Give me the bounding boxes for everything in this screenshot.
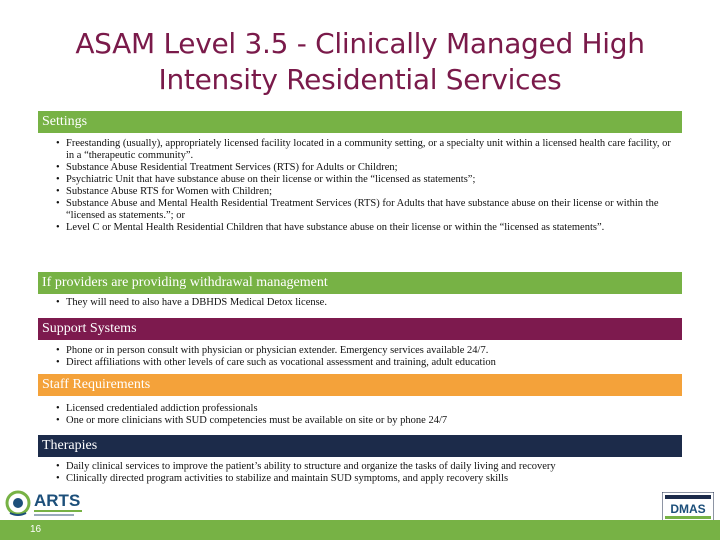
page-number: 16 [30,524,42,535]
support-systems-content [54,345,674,370]
withdrawal-content [54,297,674,313]
list-item: • Substance Abuse Residential Treatment Services (RTS) for Adults or Children; [54,162,674,174]
therapies-content [54,461,674,488]
title-line-1: ASAM Level 3.5 - Clinically Managed High [75,27,645,60]
arts-logo [4,486,154,520]
list-item: • Direct affiliations with other levels of care such as vocational assessment and training, adult education [54,357,674,369]
therapies-header: Therapies [38,435,682,457]
dmas-logo-text: DMAS [670,502,706,516]
staff-requirements-content [54,403,674,430]
list-item: • Psychiatric Unit that have substance abuse on their license or within the “licensed as statements”; [54,174,674,186]
list-item: • Freestanding (usually), appropriately licensed facility located in a community setting, or a specialty unit within a licensed health care facility, or in a “therapeutic community”. [54,138,674,162]
list-item: • They will need to also have a DBHDS Medical Detox license. [54,297,674,309]
withdrawal-header: If providers are providing withdrawal management [38,272,682,294]
list-item: • Clinically directed program activities to stabilize and maintain SUD symptoms, and apply recovery skills [54,473,674,485]
settings-header: Settings [38,111,682,133]
list-item: • Substance Abuse RTS for Women with Children; [54,186,674,198]
staff-requirements-header: Staff Requirements [38,374,682,396]
settings-content [54,138,674,266]
list-item: • Substance Abuse and Mental Health Residential Treatment Services (RTS) for Adults that have substance abuse on their license or within the “licensed as statements.”; or [54,198,674,222]
list-item: • One or more clinicians with SUD competencies must be available on site or by phone 24/7 [54,415,674,427]
list-item: • Phone or in person consult with physician or physician extender. Emergency services available 24/7. [54,345,674,357]
dmas-logo-icon [662,492,714,522]
title-line-2: Intensity Residential Services [158,63,562,96]
list-item: • Daily clinical services to improve the patient’s ability to structure and organize the tasks of daily living and recovery [54,461,674,473]
footer-bar [0,520,720,540]
support-systems-header: Support Systems [38,318,682,340]
list-item: • Level C or Mental Health Residential Children that have substance abuse on their license or within the “licensed as statements”. [54,222,674,234]
slide-title [20,26,700,98]
arts-logo-text: ARTS [34,491,81,510]
arts-logo-icon [4,486,154,520]
list-item: • Licensed credentialed addiction professionals [54,403,674,415]
dmas-logo [662,492,714,522]
